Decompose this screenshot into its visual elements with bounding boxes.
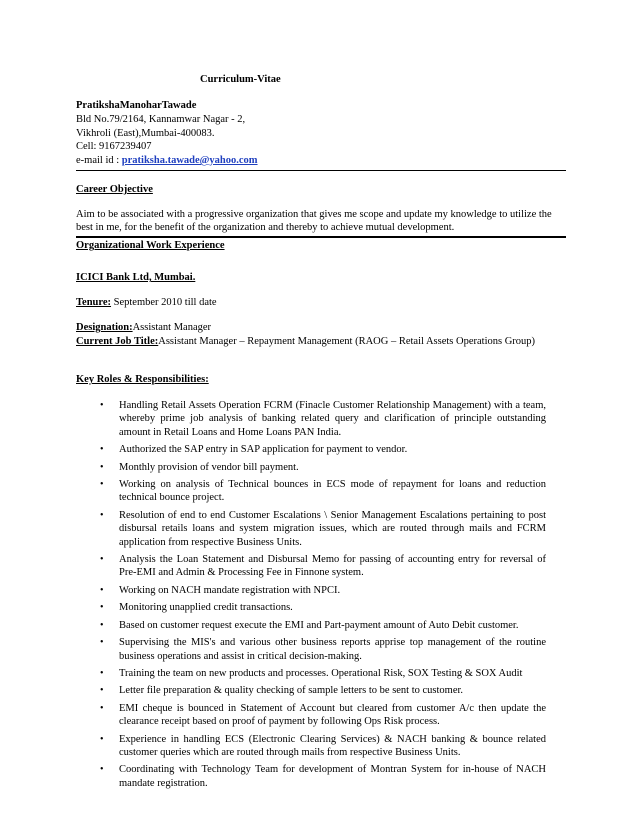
list-item: • Coordinating with Technology Team for development of Montran System for in-house of NACH mandate registration.	[100, 764, 546, 789]
bullet-icon: •	[100, 685, 104, 697]
list-item: • Resolution of end to end Customer Escalations \ Senior Management Escalations pertaining to post disbursal retails loans and system migration issues, which are routed through mails and FCRM application from respective Business Units.	[100, 509, 546, 548]
document-title: Curriculum-Vitae	[200, 74, 281, 85]
bullet-icon: •	[100, 509, 104, 521]
list-item: • Training the team on new products and processes. Operational Risk, SOX Testing & SOX Audit	[100, 667, 523, 679]
list-item: • Handling Retail Assets Operation FCRM (Finacle Customer Relationship Management) with a team, whereby prime job analysis of banking related query and clarification of principle outstanding amount in Retail Loans and Home Loans PAN India.	[100, 400, 546, 438]
email-link[interactable]: pratiksha.tawade@yahoo.com	[121, 155, 258, 166]
job-title-row	[76, 335, 556, 348]
list-item: • Based on customer request execute the EMI and Part-payment amount of Auto Debit customer.	[100, 619, 519, 631]
bullet-icon: •	[100, 479, 104, 491]
responsibilities-list	[76, 399, 546, 794]
list-item: • Monitoring unapplied credit transactions.	[100, 602, 293, 614]
list-item: • Working on analysis of Technical bounces in ECS mode of repayment for loans and reduction technical bounce project.	[100, 479, 546, 504]
bullet-icon: •	[100, 637, 104, 649]
tenure-label: Tenure:	[76, 297, 112, 308]
bullet-icon: •	[100, 400, 104, 411]
header-divider	[76, 170, 566, 171]
list-item: • Experience in handling ECS (Electronic Clearing Services) & NACH banking & bounce related customer queries which are routed through mails from respective Business Units.	[100, 733, 546, 758]
bullet-icon: •	[100, 667, 104, 679]
designation-row	[76, 322, 211, 333]
tenure-row	[76, 297, 217, 308]
email-label: e-mail id :	[76, 155, 120, 166]
list-item: • EMI cheque is bounced in Statement of Account but cleared from customer A/c then update the clearance receipt based on proof of payment by following Ops Risk process.	[100, 702, 546, 728]
bullet-icon: •	[100, 733, 104, 745]
bullet-icon: •	[100, 444, 104, 456]
address-line-2: Vikhroli (East),Mumbai-400083.	[76, 128, 215, 139]
list-item: • Supervising the MIS's and various other business reports apprise top management of the routine business operations and assist in critical decision-making.	[100, 637, 546, 662]
bullet-icon: •	[100, 764, 104, 776]
career-objective-text: Aim to be associated with a progressive organization that gives me scope and update my knowledge to utilize the best in me, for the benefit of the organization and thereby to achieve mutual development.	[76, 209, 552, 233]
job-title-value: Assistant Manager – Repayment Management (RAOG – Retail Assets Operations Group)	[158, 336, 536, 347]
bullet-icon: •	[100, 584, 104, 596]
company-name: ICICI Bank Ltd, Mumbai.	[76, 272, 196, 283]
list-item: • Authorized the SAP entry in SAP application for payment to vendor.	[100, 444, 408, 456]
bullet-icon: •	[100, 461, 104, 473]
address-line-1: Bld No.79/2164, Kannamwar Nagar - 2,	[76, 114, 246, 125]
bullet-icon: •	[100, 554, 104, 566]
list-item: • Working on NACH mandate registration with NPCI.	[100, 584, 341, 596]
list-item: • Analysis the Loan Statement and Disbursal Memo for passing of accounting entry for reversal of Pre-EMI and Admin & Processing Fee in Finnone system.	[100, 554, 546, 579]
designation-value: Assistant Manager	[132, 322, 212, 333]
bullet-icon: •	[100, 602, 104, 614]
section-divider	[76, 236, 566, 238]
job-title-label: Current Job Title:	[76, 336, 159, 347]
work-experience-heading: Organizational Work Experience	[76, 240, 225, 251]
designation-label: Designation:	[76, 322, 133, 333]
list-item: • Monthly provision of vendor bill payment.	[100, 461, 299, 473]
candidate-name: PratikshaManoharTawade	[76, 100, 197, 111]
cell-number: Cell: 9167239407	[76, 141, 152, 152]
email-row	[76, 155, 258, 166]
bullet-icon: •	[100, 619, 104, 631]
responsibilities-heading: Key Roles & Responsibilities:	[76, 374, 209, 385]
tenure-value: September 2010 till date	[111, 297, 217, 308]
bullet-icon: •	[100, 702, 104, 714]
list-item: • Letter file preparation & quality checking of sample letters to be sent to customer.	[100, 685, 464, 697]
career-objective-heading: Career Objective	[76, 184, 153, 195]
